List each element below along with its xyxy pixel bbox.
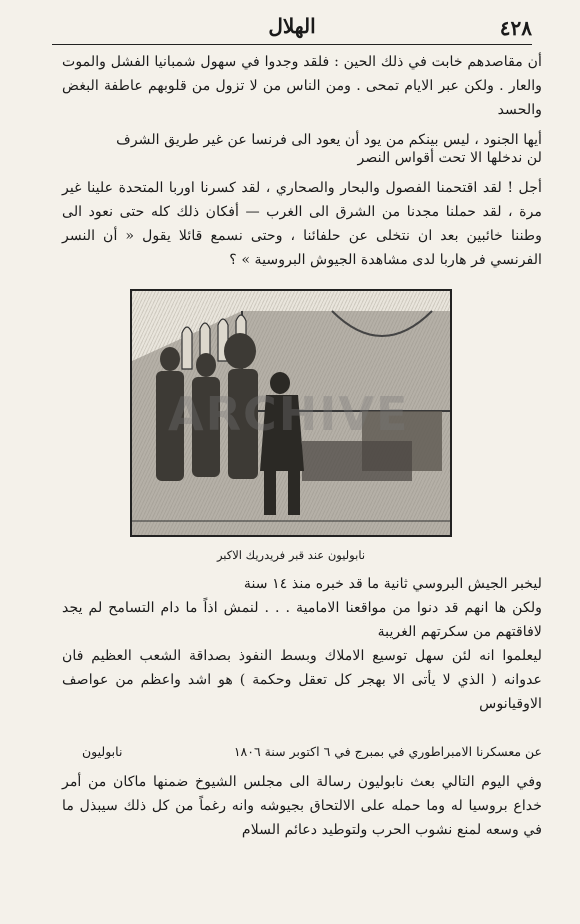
figure-caption: نابوليون عند قبر فريدريك الاكبر: [216, 548, 366, 562]
paragraph-7: ليعلموا انه لئن سهل توسيع الاملاك وبسط النفوذ بصداقة الشعب العظيم فان عدوانه ( الذي لا يأتى الا بهجر كل تعقل وحكمة ) هو اشد واعظم من عواصف الاوقيانوس: [62, 648, 542, 712]
paragraph-3: لن ندخلها الا تحت أقواس النصر: [357, 150, 542, 166]
paragraph-5: ليخبر الجيش البروسي ثانية ما قد خبره منذ ١٤ سنة: [243, 576, 542, 592]
archive-watermark: ARCHIVE: [168, 387, 410, 441]
page-header: [52, 14, 532, 45]
page-number: ٤٢٨: [499, 16, 532, 40]
paragraph-8: وفي اليوم التالي بعث نابوليون رسالة الى مجلس الشيوخ ضمنها ماكان من أمر خداع بروسيا له وما حمله على الالتحاق بجيوشه وانه رغماً من كل ذلك سيبذل ما في وسعه لمنع نشوب الحرب ولتوطيد دعائم السلام: [62, 774, 542, 838]
engraving-illustration: [130, 289, 452, 537]
paragraph-4: أجل ! لقد اقتحمنا الفصول والبحار والصحاري ، لقد كسرنا اوربا المتحدة علينا غير مرة ، لقد حملنا مجدنا من الشرق الى الغرب — أفكان ذلك كله حتى نعود الى وطننا خائبين بعد ان نتخلى عن حلفائنا ، وحتى نسمع قائلا يقول « أن النسر الفرنسي فر هاربا لدى مشاهدة الجيوش البروسية » ؟: [62, 180, 542, 268]
signature-name: نابوليون: [82, 744, 123, 759]
paragraph-1: أن مقاصدهم خابت في ذلك الحين : فلقد وجدوا في سهول شمبانيا الفشل والموت والعار . ولكن عبر الايام تمحى . ومن الناس من لا تزول من قلوبهم عاطفة البغض والحسد: [62, 54, 542, 118]
journal-title: الهلال: [268, 14, 316, 38]
signature-line: [62, 740, 542, 764]
signature-location-date: عن معسكرنا الامبراطوري في بمبرج في ٦ اكتوبر سنة ١٨٠٦: [233, 744, 542, 759]
paragraph-2: أيها الجنود ، ليس بينكم من يود أن يعود الى فرنسا عن غير طريق الشرف: [116, 132, 542, 148]
paragraph-6: ولكن ها انهم قد دنوا من مواقعنا الامامية . . . لنمش اذاً ما دام التسامح لم يجد لافاقتهم من سكرتهم الغريبة: [62, 600, 542, 640]
